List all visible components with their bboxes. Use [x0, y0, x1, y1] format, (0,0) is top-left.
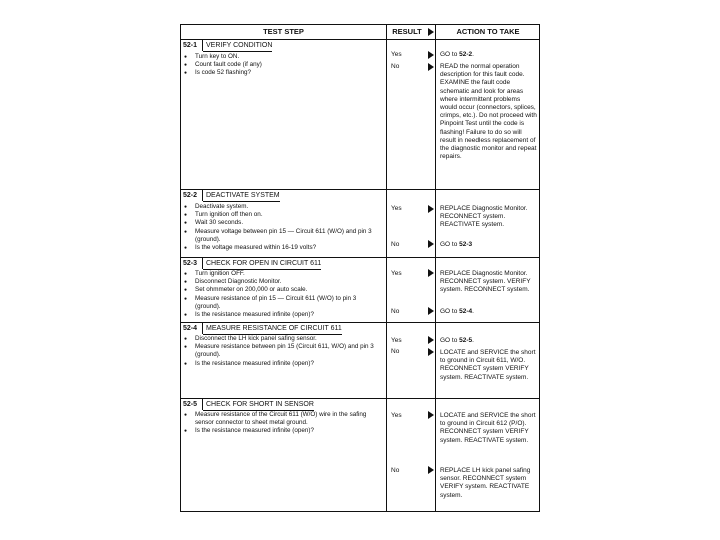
bullet-item: ● Is code 52 flashing?	[183, 69, 381, 77]
result-arrow-icon	[428, 269, 434, 277]
bullet-item: ● Disconnect the LH kick panel safing sensor.	[183, 335, 381, 343]
action-text: GO to 52-3	[440, 241, 473, 248]
step-bullets	[183, 270, 381, 319]
result-label: Yes	[391, 270, 402, 277]
bullet-item: ● Measure resistance between pin 15 (Circuit 611, W/O) and pin 3 (ground).	[183, 343, 381, 359]
step-number: 52-4	[181, 323, 203, 334]
step-title-row	[181, 323, 381, 334]
bullet-item: ● Turn key to ON.	[183, 53, 381, 61]
result-arrow-icon	[428, 240, 434, 248]
step-bullets	[183, 411, 381, 436]
step-title-row	[181, 399, 381, 410]
step-number: 52-5	[181, 399, 203, 410]
action-text: READ the normal operation description for this fault code. EXAMINE the fault code schematic and look for areas where intermittent problems would occur (connectors, splices, crimps, etc.). Do not proceed with Pinpoint Test until the code is flashing! Failure to do so will result in needless replacement of the diagnostic monitor and repeat repairs.	[440, 63, 537, 161]
result-label: No	[391, 241, 400, 248]
bullet-item: ● Turn ignition off then on.	[183, 211, 381, 219]
result-label: No	[391, 308, 400, 315]
action-text: GO to 52-2.	[440, 51, 474, 58]
step-number: 52-3	[181, 258, 203, 269]
action-text: REPLACE LH kick panel safing sensor. RECONNECT system VERIFY system. REACTIVATE system.	[440, 467, 531, 499]
result-label: Yes	[391, 337, 402, 344]
bullet-item: ● Set ohmmeter on 200,000 or auto scale.	[183, 286, 381, 294]
result-label: No	[391, 63, 400, 70]
step-bullets	[183, 53, 381, 78]
action-text: GO to 52-5.	[440, 337, 474, 344]
bullet-item: ● Measure resistance of pin 15 — Circuit 611 (W/O) to pin 3 (ground).	[183, 295, 381, 311]
bullet-item: ● Disconnect Diagnostic Monitor.	[183, 278, 381, 286]
action-text: GO to 52-4.	[440, 308, 474, 315]
bullet-item: ● Deactivate system.	[183, 203, 381, 211]
step-title: DEACTIVATE SYSTEM	[203, 191, 280, 202]
step-number: 52-1	[181, 40, 203, 51]
bullet-item: ● Is the voltage measured within 16-19 volts?	[183, 244, 381, 252]
step-title: VERIFY CONDITION	[203, 41, 272, 52]
result-arrow-icon	[428, 205, 434, 213]
bullet-item: ● Wait 30 seconds.	[183, 219, 381, 227]
result-arrow-icon	[428, 51, 434, 59]
result-column-divider	[386, 25, 387, 511]
step-title: MEASURE RESISTANCE OF CIRCUIT 611	[203, 324, 342, 335]
bullet-item: ● Is the resistance measured infinite (open)?	[183, 360, 381, 368]
result-arrow-icon	[428, 336, 434, 344]
result-label: No	[391, 467, 400, 474]
action-text: LOCATE and SERVICE the short to ground in Circuit 612 (P/O). RECONNECT system VERIFY system. REACTIVATE system.	[440, 412, 536, 444]
step-bullets	[183, 203, 381, 252]
result-label: No	[391, 348, 400, 355]
result-arrow-icon	[428, 348, 434, 356]
result-arrow-icon	[428, 411, 434, 419]
header-action: ACTION TO TAKE	[456, 27, 520, 36]
action-text: REPLACE Diagnostic Monitor. RECONNECT system. VERIFY system. RECONNECT system.	[440, 270, 531, 294]
result-arrow-icon	[428, 466, 434, 474]
bullet-item: ● Count fault code (if any)	[183, 61, 381, 69]
step-title-row	[181, 40, 381, 51]
step-title-row	[181, 258, 381, 269]
bullet-item: ● Is the resistance measured infinite (open)?	[183, 311, 381, 319]
step-number: 52-2	[181, 190, 203, 201]
result-label: Yes	[391, 51, 402, 58]
step-bullets	[183, 335, 381, 368]
action-text: REPLACE Diagnostic Monitor. RECONNECT system. REACTIVATE system.	[440, 205, 528, 229]
result-label: Yes	[391, 412, 402, 419]
step-title: CHECK FOR SHORT IN SENSOR	[203, 400, 314, 411]
result-label: Yes	[391, 205, 402, 212]
diagnostic-table	[180, 24, 540, 512]
bullet-item: ● Turn ignition OFF.	[183, 270, 381, 278]
action-text: LOCATE and SERVICE the short to ground in Circuit 611, W/O. RECONNECT system VERIFY system. REACTIVATE system.	[440, 349, 536, 381]
result-arrow-icon	[428, 307, 434, 315]
bullet-item: ● Measure voltage between pin 15 — Circuit 611 (W/O) and pin 3 (ground).	[183, 228, 381, 244]
header-result: RESULT	[392, 27, 422, 36]
bullet-item: ● Measure resistance of the Circuit 611 (W/O) wire in the safing sensor connector to sheet metal ground.	[183, 411, 381, 427]
step-title: CHECK FOR OPEN IN CIRCUIT 611	[203, 259, 321, 270]
header-test-step: TEST STEP	[263, 27, 304, 36]
result-arrow-icon	[428, 63, 434, 71]
action-column-divider	[435, 25, 436, 511]
header-arrow-icon	[428, 28, 434, 36]
step-title-row	[181, 190, 381, 201]
bullet-item: ● Is the resistance measured infinite (open)?	[183, 427, 381, 435]
